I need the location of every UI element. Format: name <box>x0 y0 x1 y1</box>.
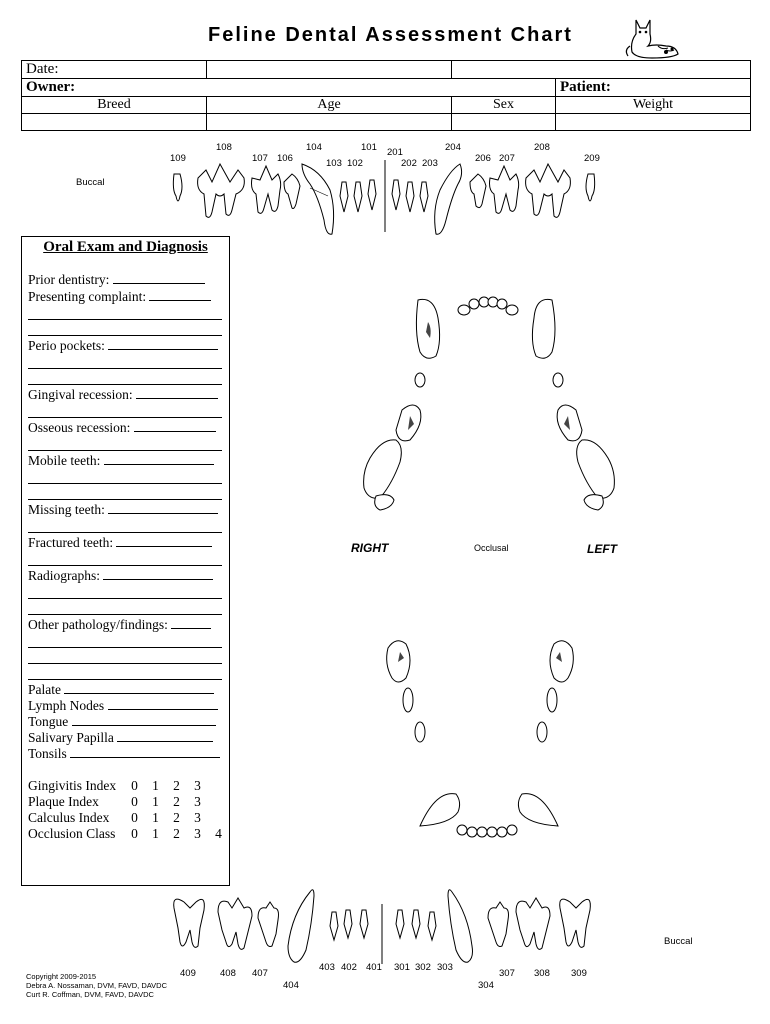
blank-line[interactable] <box>28 368 222 369</box>
blank-line[interactable] <box>28 598 222 599</box>
right-label: RIGHT <box>351 541 389 555</box>
gingivitis-option[interactable]: 0 <box>131 778 138 793</box>
upper-occlusal-diagram[interactable] <box>340 292 640 522</box>
calculus-index-label: Calculus Index <box>28 810 110 825</box>
occlusion-option[interactable]: 4 <box>215 826 222 841</box>
plaque-option[interactable]: 2 <box>173 794 180 809</box>
tongue-label: Tongue <box>28 714 69 729</box>
blank-line[interactable] <box>28 614 222 615</box>
occlusion-option[interactable]: 1 <box>152 826 159 841</box>
patient-label[interactable]: Patient: <box>556 79 751 97</box>
blank-line[interactable] <box>28 384 222 385</box>
author-1: Debra A. Nossaman, DVM, FAVD, DAVDC <box>26 981 168 990</box>
tooth-303: 303 <box>437 962 453 973</box>
occlusal-label: Occlusal <box>474 543 509 553</box>
calculus-option[interactable]: 2 <box>173 810 180 825</box>
tooth-408: 408 <box>220 968 236 979</box>
tooth-204: 204 <box>445 142 461 153</box>
gingivitis-option[interactable]: 3 <box>194 778 201 793</box>
tooth-308: 308 <box>534 968 550 979</box>
blank-line[interactable] <box>28 532 222 533</box>
blank-line[interactable] <box>28 663 222 664</box>
lower-buccal-teeth-diagram[interactable] <box>160 884 600 966</box>
breed-header: Breed <box>22 97 207 114</box>
author-2: Curt R. Coffman, DVM, FAVD, DAVDC <box>26 990 154 999</box>
tooth-208: 208 <box>534 142 550 153</box>
osseous-recession-label: Osseous recession: <box>28 420 131 435</box>
copyright-text: Copyright 2009-2015 <box>26 972 97 981</box>
oral-exam-panel <box>21 236 230 886</box>
calculus-option[interactable]: 3 <box>194 810 201 825</box>
tooth-407: 407 <box>252 968 268 979</box>
gingival-recession-field[interactable] <box>28 386 218 403</box>
blank-line[interactable] <box>28 483 222 484</box>
age-field[interactable] <box>207 114 452 131</box>
tooth-109: 109 <box>170 153 186 164</box>
sex-header: Sex <box>452 97 556 114</box>
calculus-option[interactable]: 0 <box>131 810 138 825</box>
mobile-teeth-field[interactable] <box>28 452 214 469</box>
tooth-203: 203 <box>422 158 438 169</box>
tooth-206: 206 <box>475 153 491 164</box>
missing-teeth-field[interactable] <box>28 501 218 518</box>
tooth-301: 301 <box>394 962 410 973</box>
tooth-107: 107 <box>252 153 268 164</box>
blank-line[interactable] <box>28 417 222 418</box>
tongue-field[interactable] <box>28 713 216 730</box>
prior-dentistry-label: Prior dentistry: <box>28 272 110 287</box>
salivary-papilla-label: Salivary Papilla <box>28 730 114 745</box>
blank-line[interactable] <box>28 335 222 336</box>
credits <box>26 972 167 999</box>
other-pathology-field[interactable] <box>28 616 211 633</box>
tooth-409: 409 <box>180 968 196 979</box>
gingival-recession-label: Gingival recession: <box>28 387 133 402</box>
left-label: LEFT <box>587 542 617 556</box>
weight-header: Weight <box>556 97 751 114</box>
blank-line[interactable] <box>28 499 222 500</box>
tooth-309: 309 <box>571 968 587 979</box>
plaque-option[interactable]: 1 <box>152 794 159 809</box>
tooth-103: 103 <box>326 158 342 169</box>
date-label: Date: <box>22 61 207 79</box>
tooth-302: 302 <box>415 962 431 973</box>
owner-label[interactable]: Owner: <box>22 79 556 97</box>
blank-line[interactable] <box>28 319 222 320</box>
occlusion-option[interactable]: 0 <box>131 826 138 841</box>
cat-logo-icon <box>622 16 680 60</box>
prior-dentistry-field[interactable] <box>28 271 205 288</box>
lymph-nodes-field[interactable] <box>28 697 218 714</box>
oral-exam-title: Oral Exam and Diagnosis <box>43 239 208 255</box>
gingivitis-option[interactable]: 1 <box>152 778 159 793</box>
tooth-207: 207 <box>499 153 515 164</box>
sex-field[interactable] <box>452 114 556 131</box>
palate-label: Palate <box>28 682 61 697</box>
plaque-index-row <box>28 794 208 810</box>
radiographs-label: Radiographs: <box>28 568 100 583</box>
patient-info-table <box>21 60 751 131</box>
calculus-index-row <box>28 810 208 826</box>
mobile-teeth-label: Mobile teeth: <box>28 453 101 468</box>
calculus-option[interactable]: 1 <box>152 810 159 825</box>
upper-buccal-teeth-diagram[interactable] <box>160 160 610 240</box>
blank-line[interactable] <box>28 450 222 451</box>
tooth-202: 202 <box>401 158 417 169</box>
plaque-option[interactable]: 3 <box>194 794 201 809</box>
blank-line[interactable] <box>28 647 222 648</box>
tooth-102: 102 <box>347 158 363 169</box>
blank-line[interactable] <box>28 679 222 680</box>
weight-field[interactable] <box>556 114 751 131</box>
perio-pockets-field[interactable] <box>28 337 218 354</box>
radiographs-field[interactable] <box>28 567 213 584</box>
occlusion-option[interactable]: 2 <box>173 826 180 841</box>
occlusion-option[interactable]: 3 <box>194 826 201 841</box>
gingivitis-option[interactable]: 2 <box>173 778 180 793</box>
tooth-304: 304 <box>478 980 494 991</box>
other-pathology-label: Other pathology/findings: <box>28 617 168 632</box>
tonsils-field[interactable] <box>28 745 220 762</box>
tooth-403: 403 <box>319 962 335 973</box>
lower-occlusal-diagram[interactable] <box>380 634 600 856</box>
lower-buccal-label: Buccal <box>664 936 693 947</box>
osseous-recession-field[interactable] <box>28 419 216 436</box>
plaque-option[interactable]: 0 <box>131 794 138 809</box>
upper-buccal-label: Buccal <box>76 177 105 188</box>
palate-field[interactable] <box>28 681 214 698</box>
tonsils-label: Tonsils <box>28 746 67 761</box>
tooth-209: 209 <box>584 153 600 164</box>
perio-pockets-label: Perio pockets: <box>28 338 105 353</box>
tooth-104: 104 <box>306 142 322 153</box>
tooth-108: 108 <box>216 142 232 153</box>
page-title: Feline Dental Assessment Chart <box>208 24 573 46</box>
plaque-index-label: Plaque Index <box>28 794 99 809</box>
tooth-404: 404 <box>283 980 299 991</box>
presenting-complaint-label: Presenting complaint: <box>28 289 147 304</box>
gingivitis-index-label: Gingivitis Index <box>28 778 117 793</box>
date-field[interactable] <box>207 61 452 79</box>
tooth-402: 402 <box>341 962 357 973</box>
missing-teeth-label: Missing teeth: <box>28 502 105 517</box>
breed-field[interactable] <box>22 114 207 131</box>
fractured-teeth-field[interactable] <box>28 534 212 551</box>
lymph-nodes-label: Lymph Nodes <box>28 698 105 713</box>
age-header: Age <box>207 97 452 114</box>
tooth-106: 106 <box>277 153 293 164</box>
occlusion-class-label: Occlusion Class <box>28 826 116 841</box>
presenting-complaint-field[interactable] <box>28 288 211 305</box>
date-extra-field[interactable] <box>452 61 751 79</box>
blank-line[interactable] <box>28 565 222 566</box>
tooth-101: 101 <box>361 142 377 153</box>
tooth-401: 401 <box>366 962 382 973</box>
fractured-teeth-label: Fractured teeth: <box>28 535 114 550</box>
gingivitis-index-row <box>28 778 208 794</box>
tooth-201: 201 <box>387 147 403 158</box>
occlusion-class-row <box>28 826 229 842</box>
tooth-307: 307 <box>499 968 515 979</box>
salivary-papilla-field[interactable] <box>28 729 213 746</box>
